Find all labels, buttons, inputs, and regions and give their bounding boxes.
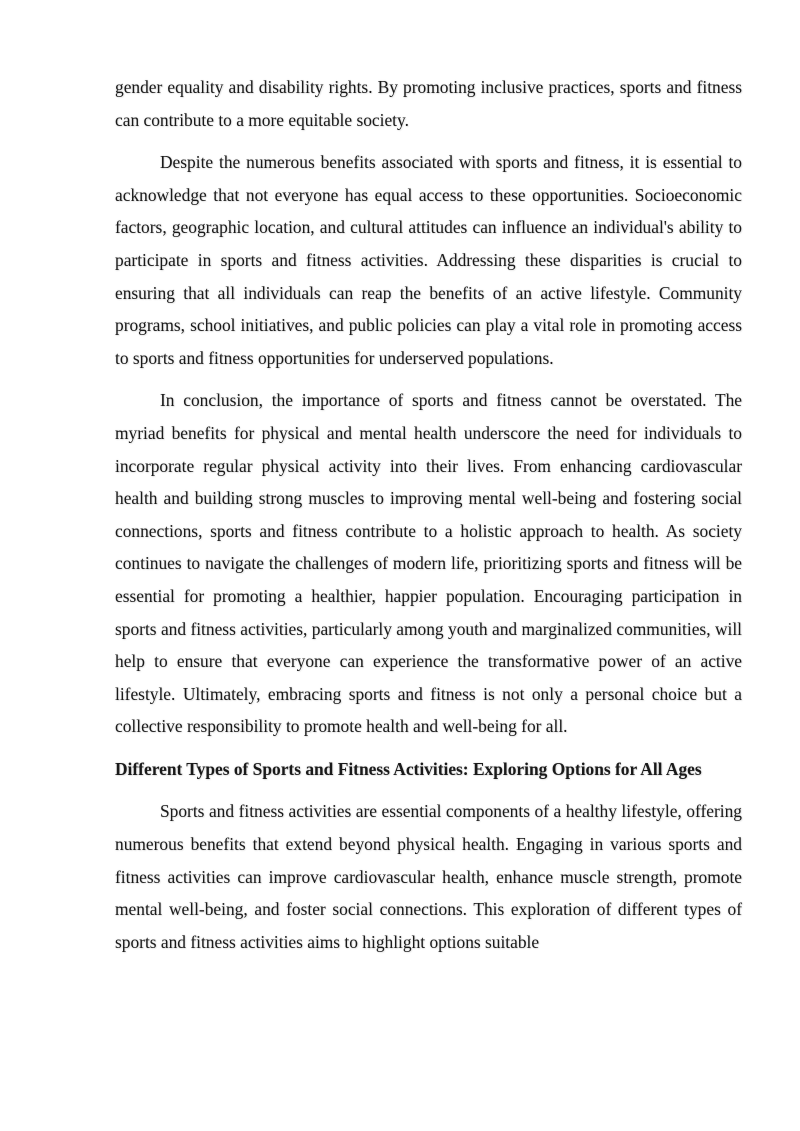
section-heading: Different Types of Sports and Fitness Activities: Exploring Options for All Ages: [115, 758, 702, 779]
paragraph-section-intro: Sports and fitness activities are essential components of a healthy lifestyle, offering numerous benefits that extend beyond physical health. Engaging in various sports and fitness activities can improve cardiovascular health, enhance muscle strength, promote mental well-being, and foster social connections. This exploration of different types of sports and fitness activities aims to highlight options suitable: [115, 801, 742, 952]
document-page: [115, 71, 742, 968]
paragraph-continuation: gender equality and disability rights. By promoting inclusive practices, sports and fitness can contribute to a more equitable society.: [115, 77, 742, 130]
paragraph-conclusion: In conclusion, the importance of sports and fitness cannot be overstated. The myriad benefits for physical and mental health underscore the need for individuals to incorporate regular physical activity into their lives. From enhancing cardiovascular health and building strong muscles to improving mental well-being and fostering social connections, sports and fitness contribute to a holistic approach to health. As society continues to navigate the challenges of modern life, prioritizing sports and fitness will be essential for promoting a healthier, happier population. Encouraging participation in sports and fitness activities, particularly among youth and marginalized communities, will help to ensure that everyone can experience the transformative power of an active lifestyle. Ultimately, embracing sports and fitness is not only a personal choice but a collective responsibility to promote health and well-being for all.: [115, 390, 742, 737]
paragraph-access-disparities: Despite the numerous benefits associated with sports and fitness, it is essential to acknowledge that not everyone has equal access to these opportunities. Socioeconomic factors, geographic location, and cultural attitudes can influence an individual's ability to participate in sports and fitness activities. Addressing these disparities is crucial to ensuring that all individuals can reap the benefits of an active lifestyle. Community programs, school initiatives, and public policies can play a vital role in promoting access to sports and fitness opportunities for underserved populations.: [115, 152, 742, 368]
